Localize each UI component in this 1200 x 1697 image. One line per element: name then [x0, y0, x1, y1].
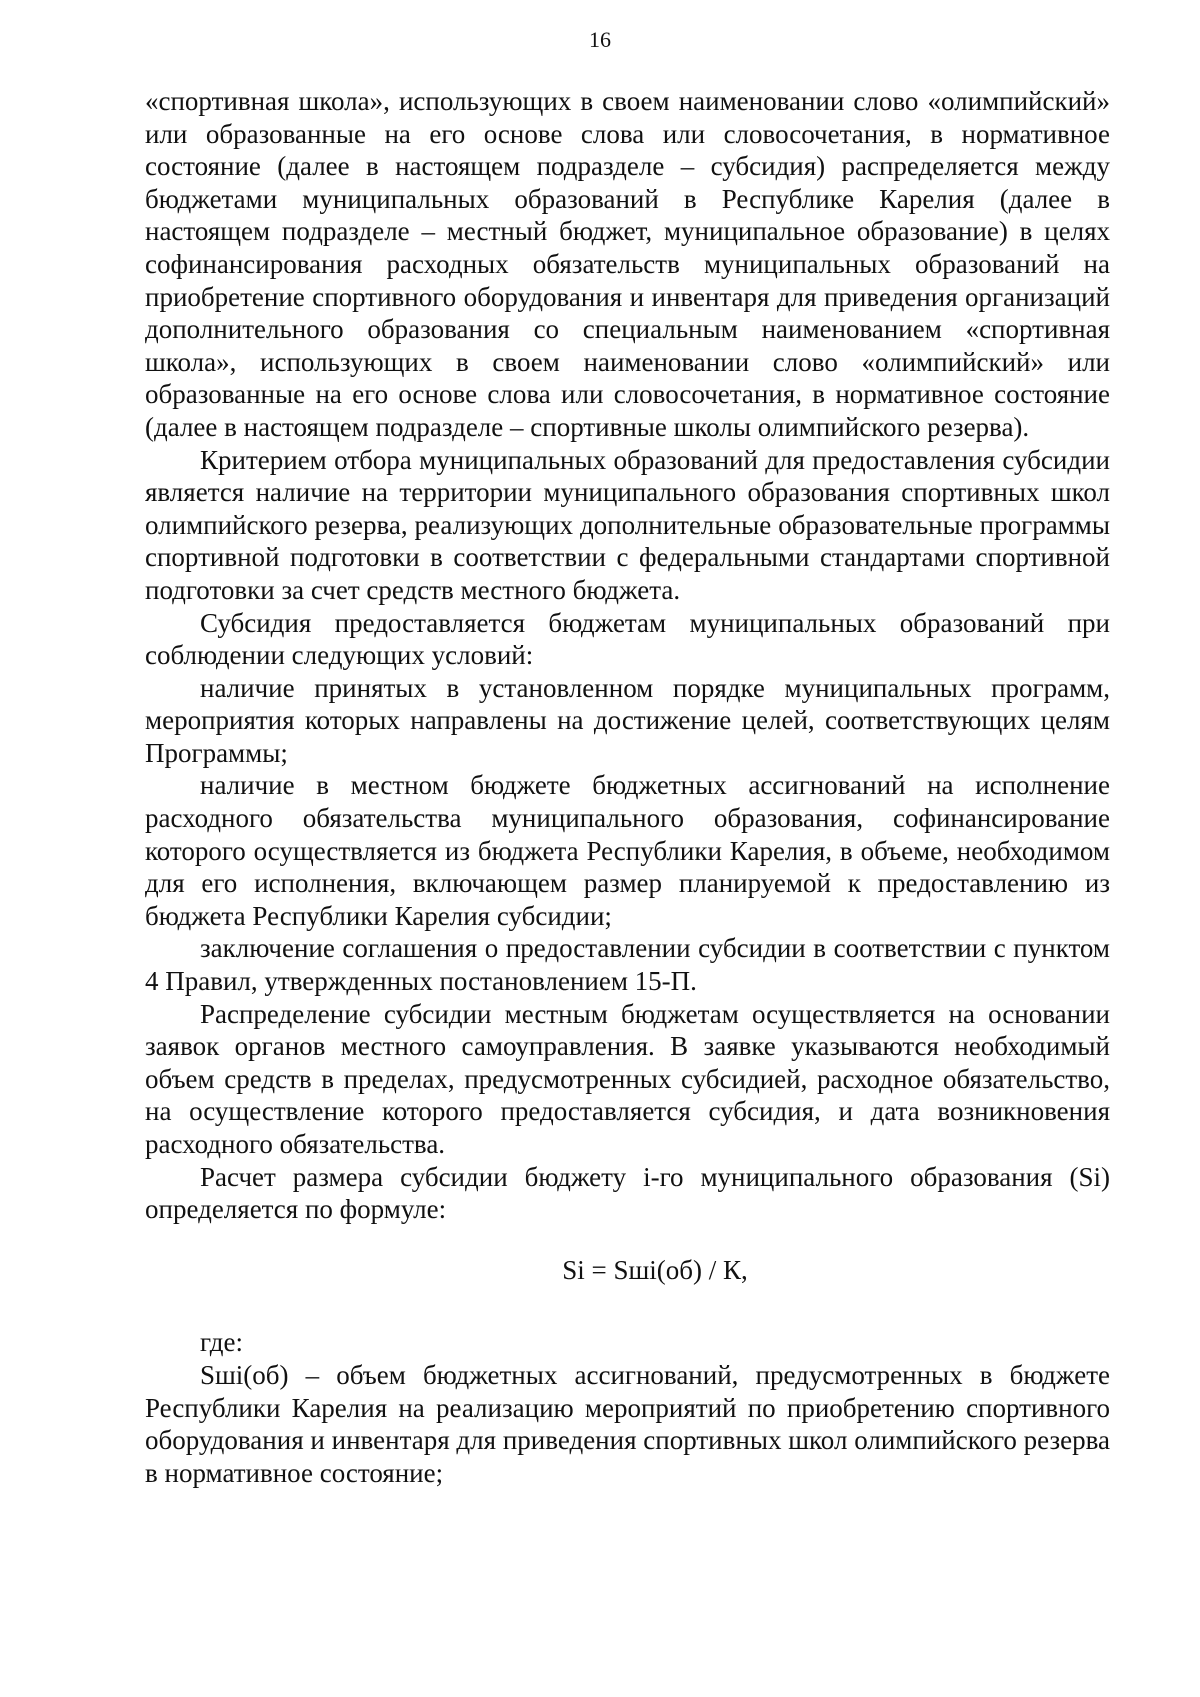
paragraph-distribution: Распределение субсидии местным бюджетам осуществляется на основании заявок органов местного самоуправления. В заявке указываются необходимый объем средств в пределах, предусмотренных субсидией, расходное обязательство, на осуществление которого предоставляется субсидия, и дата возникновения расходного обязательства. — [145, 998, 1110, 1159]
condition-agreement: заключение соглашения о предоставлении субсидии в соответствии с пунктом 4 Правил, утвержденных постановлением 15-П. — [145, 933, 1110, 997]
definition-sshi: Sшi(об) – объем бюджетных ассигнований, предусмотренных в бюджете Республики Карелия на реализацию мероприятий по приобретению спортивного оборудования и инвентаря для приведения спортивных школ олимпийского резерва в нормативное состояние; — [145, 1359, 1110, 1488]
paragraph-subsidy-conditions: Субсидия предоставляется бюджетам муниципальных образований при соблюдении следующих условий: — [145, 607, 1110, 671]
condition-budget-allocations: наличие в местном бюджете бюджетных ассигнований на исполнение расходного обязательства муниципального образования, софинансирование которого осуществляется из бюджета Республики Карелия, в объеме, необходимом для его исполнения, включающем размер планируемой к предоставлению из бюджета Республики Карелия субсидии; — [145, 770, 1110, 931]
page-number: 16 — [589, 27, 611, 52]
formula: Si = Sшi(об) / К, — [562, 1254, 748, 1285]
paragraph-calculation: Расчет размера субсидии бюджету i-го муниципального образования (Si) определяется по формуле: — [145, 1161, 1110, 1225]
where-label: где: — [200, 1327, 243, 1358]
paragraph-continuation: «спортивная школа», использующих в своем наименовании слово «олимпийский» или образованные на его основе слова или словосочетания, в нормативное состояние (далее в настоящем подразделе – субсидия) распределяется между бюджетами муниципальных образований в Республике Карелия (далее в настоящем подразделе – местный бюджет, муниципальное образование) в целях софинансирования расходных обязательств муниципальных образований на приобретение спортивного оборудования и инвентаря для приведения организаций дополнительного образования со специальным наименованием «спортивная школа», использующих в своем наименовании слово «олимпийский» или образованные на его основе слова или словосочетания, в нормативное состояние (далее в настоящем подразделе – спортивные школы олимпийского резерва). — [145, 86, 1110, 442]
condition-municipal-programs: наличие принятых в установленном порядке муниципальных программ, мероприятия которых направлены на достижение целей, соответствующих целям Программы; — [145, 672, 1110, 768]
paragraph-selection-criterion: Критерием отбора муниципальных образований для предоставления субсидии является наличие на территории муниципального образования спортивных школ олимпийского резерва, реализующих дополнительные образовательные программы спортивной подготовки в соответствии с федеральными стандартами спортивной подготовки за счет средств местного бюджета. — [145, 444, 1110, 605]
document-body — [145, 85, 1110, 1489]
